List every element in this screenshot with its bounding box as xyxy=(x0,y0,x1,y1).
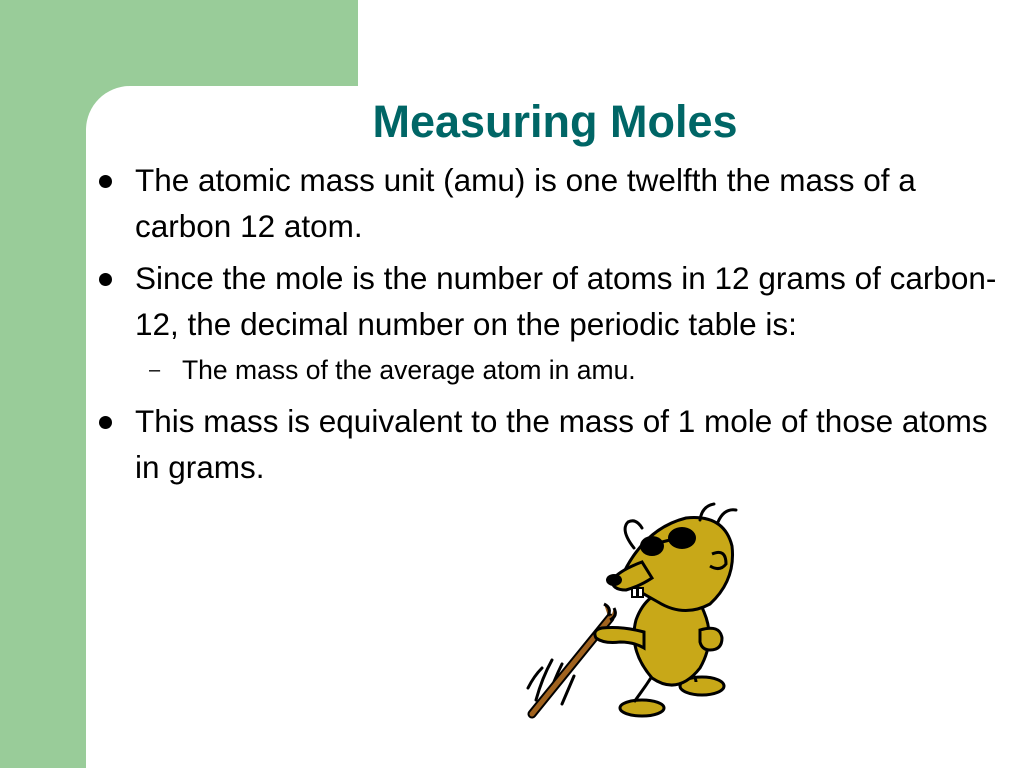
bullet-item xyxy=(96,158,1001,249)
bullet-text: Since the mole is the number of atoms in 12 grams of carbon-12, the decimal number on the periodic table is: xyxy=(135,260,997,342)
sub-bullet-item xyxy=(96,348,1001,392)
slide-title: Measuring Moles xyxy=(372,96,738,147)
mole-with-walking-stick-icon xyxy=(524,500,744,722)
sub-bullet-text: The mass of the average atom in amu. xyxy=(182,355,636,385)
bullet-list xyxy=(96,158,1001,497)
bullet-item xyxy=(96,256,1001,347)
bullet-text: The atomic mass unit (amu) is one twelfth the mass of a carbon 12 atom. xyxy=(135,162,916,244)
bullet-text: This mass is equivalent to the mass of 1 mole of those atoms in grams. xyxy=(135,403,988,485)
sub-bullet-dash-icon: – xyxy=(149,359,161,381)
bullet-dot-icon xyxy=(99,175,112,188)
bullet-dot-icon xyxy=(99,416,112,429)
bullet-dot-icon xyxy=(99,273,112,286)
bullet-item xyxy=(96,399,1001,490)
